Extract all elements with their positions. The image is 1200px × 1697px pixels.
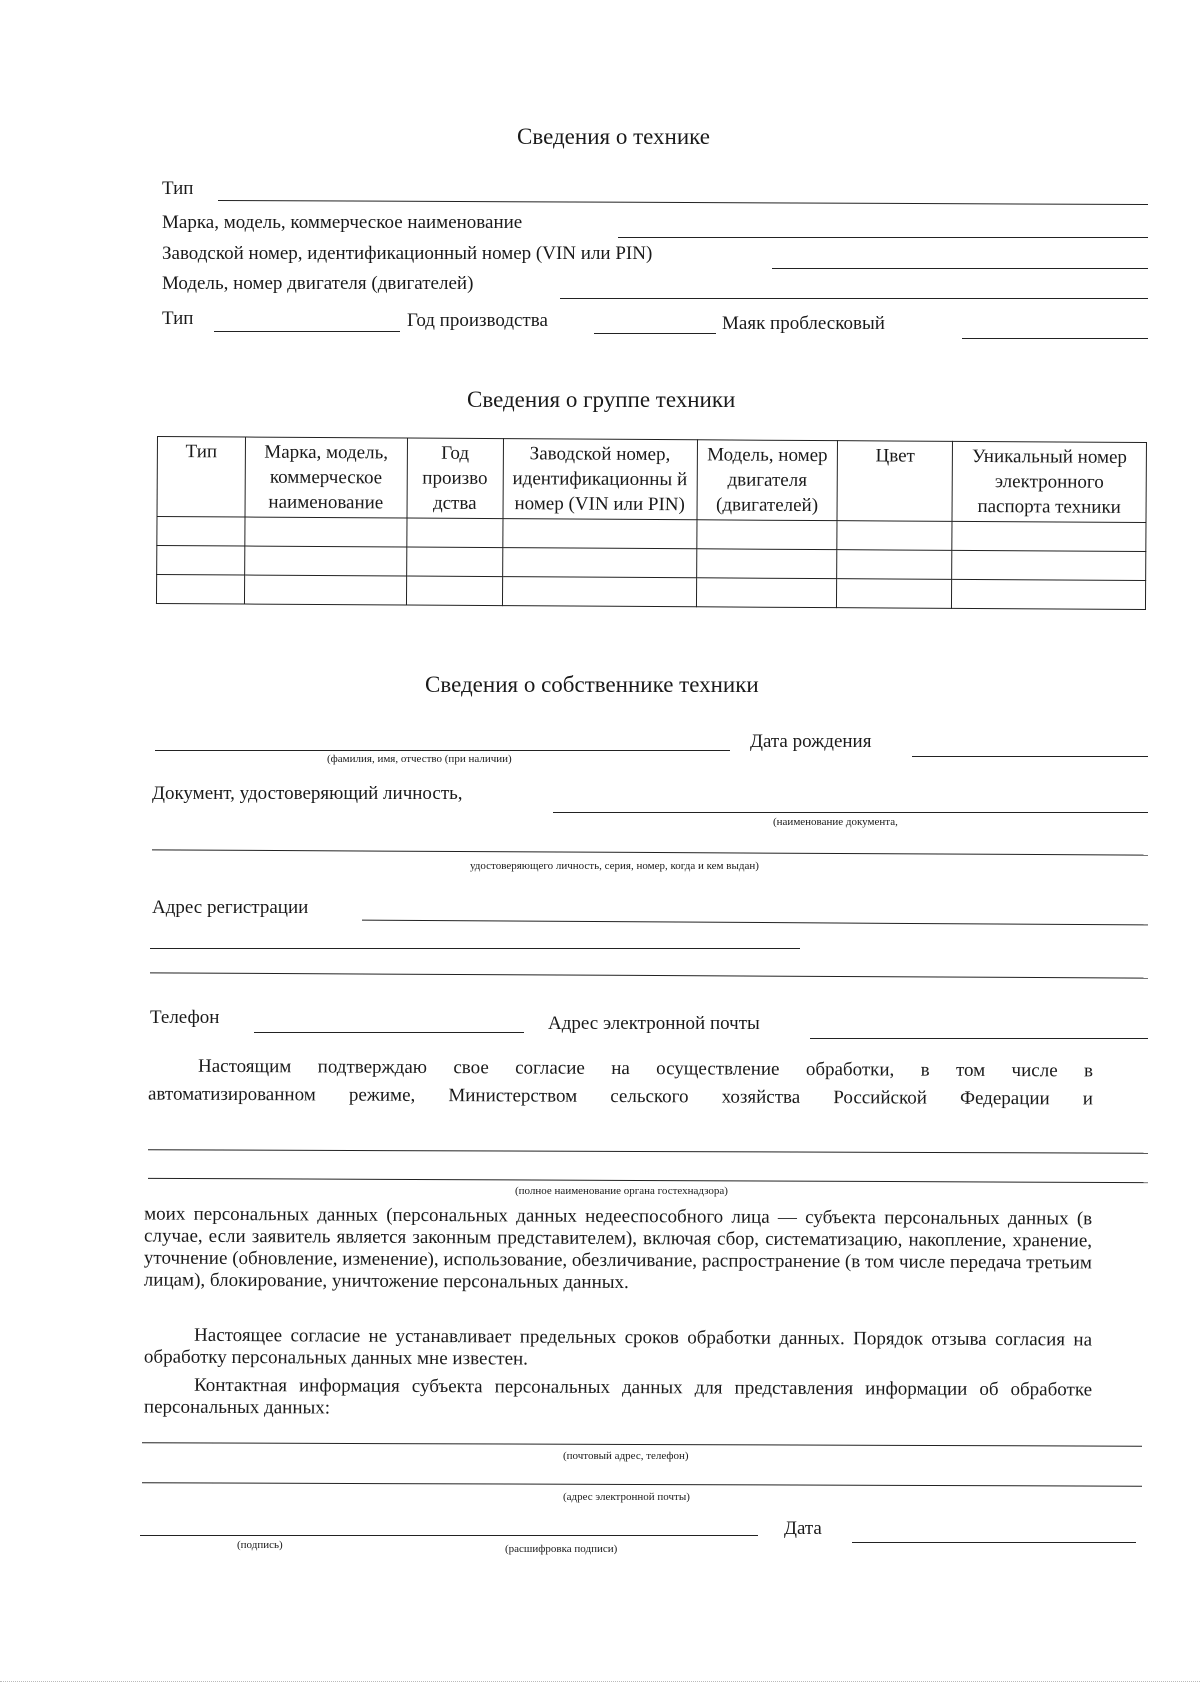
table-cell[interactable] <box>157 546 245 576</box>
table-cell[interactable] <box>502 519 696 549</box>
table-cell[interactable] <box>696 520 837 550</box>
table-cell[interactable] <box>952 550 1146 580</box>
table-cell[interactable] <box>952 579 1146 609</box>
doc-label: Документ, удостоверяющий личность, <box>152 783 463 804</box>
section-title-owner: Сведения о собственнике техники <box>425 672 759 697</box>
authority-caption: (полное наименование органа гостехнадзора) <box>515 1185 728 1197</box>
scan-edge-divider <box>0 1681 1200 1682</box>
birth-field[interactable] <box>912 756 1148 757</box>
group-table <box>156 436 1147 610</box>
signature-caption: (подпись) <box>237 1539 283 1551</box>
fio-field[interactable] <box>155 750 730 751</box>
phone-field[interactable] <box>254 1032 524 1033</box>
birth-label: Дата рождения <box>750 731 872 752</box>
authority-field[interactable] <box>148 1149 1148 1153</box>
email-contact-caption: (адрес электронной почты) <box>563 1491 690 1503</box>
col-engine: Модель, номер двигателя (двигателей) <box>697 440 838 521</box>
doc-field-line2[interactable] <box>152 849 1148 855</box>
consent-body: моих персональных данных (персональных данных недееспособного лица — субъекта персональных данных (в случае, если заявитель является законным представителем), включая сбор, систематизацию, накопление, хранение, уточнение (обновление, изменение), использование, обезличивание, распространение (в том числе передача третьим лицам), блокирование, уничтожение персональных данных. <box>143 1203 1093 1294</box>
col-serial: Заводской номер, идентификационны й номер (VIN или PIN) <box>503 439 697 520</box>
serial-field[interactable] <box>772 268 1148 269</box>
doc-field[interactable] <box>553 812 1148 813</box>
address-field-line2[interactable] <box>150 948 800 949</box>
year-label: Год производства <box>407 310 548 331</box>
type-label: Тип <box>162 178 194 199</box>
consent-intro-line1 <box>148 1056 1093 1083</box>
section-title-equipment: Сведения о технике <box>517 124 710 149</box>
table-cell[interactable] <box>837 521 952 551</box>
consent-contact-text: Контактная информация субъекта персональных данных для представления информации об обработке персональных данных: <box>143 1374 1093 1419</box>
table-cell[interactable] <box>244 546 406 576</box>
col-color: Цвет <box>837 441 952 522</box>
address-label: Адрес регистрации <box>152 897 309 918</box>
consent-contact <box>144 1375 1092 1424</box>
col-type: Тип <box>157 437 245 518</box>
consent-term-text: Настоящее согласие не устанавливает предельных сроков обработки данных. Порядок отзыва согласия на обработку персональных данных мне известен. <box>143 1324 1093 1370</box>
table-cell[interactable] <box>406 547 502 577</box>
address-field[interactable] <box>362 920 1148 926</box>
date-label: Дата <box>784 1518 822 1539</box>
type2-label: Тип <box>162 308 194 329</box>
postal-field[interactable] <box>142 1442 1142 1446</box>
decoding-caption: (расшифровка подписи) <box>505 1543 618 1555</box>
make-label: Марка, модель, коммерческое наименование <box>162 212 523 233</box>
engine-label: Модель, номер двигателя (двигателей) <box>162 273 474 294</box>
date-field[interactable] <box>852 1542 1136 1543</box>
table-row <box>156 575 1145 610</box>
postal-caption: (почтовый адрес, телефон) <box>563 1450 689 1462</box>
doc-caption2: удостоверяющего личность, серия, номер, когда и кем выдан) <box>470 860 759 872</box>
table-cell[interactable] <box>406 576 502 606</box>
address-field-line3[interactable] <box>150 972 1148 978</box>
consent-intro-line1-text: Настоящим подтверждаю свое согласие на осуществление обработки, в том числе в <box>197 1055 1094 1082</box>
serial-label: Заводской номер, идентификационный номер (VIN или PIN) <box>162 243 653 264</box>
col-passport: Уникальный номер электронного паспорта техники <box>952 441 1146 522</box>
section-title-group: Сведения о группе техники <box>467 387 736 412</box>
fio-caption: (фамилия, имя, отчество (при наличии) <box>327 753 512 765</box>
beacon-field[interactable] <box>962 338 1148 339</box>
table-header-row <box>157 437 1146 523</box>
table-cell[interactable] <box>156 575 244 605</box>
table-cell[interactable] <box>952 521 1146 551</box>
email-label: Адрес электронной почты <box>548 1013 760 1034</box>
type-field[interactable] <box>218 200 1148 205</box>
email-field[interactable] <box>810 1038 1148 1039</box>
table-cell[interactable] <box>502 548 696 578</box>
col-make: Марка, модель, коммерческое наименование <box>245 437 407 518</box>
col-year: Год произво дства <box>407 438 503 519</box>
email-contact-field[interactable] <box>142 1482 1142 1486</box>
phone-label: Телефон <box>150 1007 220 1028</box>
table-cell[interactable] <box>696 578 837 608</box>
type2-field[interactable] <box>214 331 400 332</box>
table-cell[interactable] <box>244 575 406 605</box>
table-cell[interactable] <box>407 518 503 548</box>
authority-field-line2[interactable] <box>148 1178 1148 1183</box>
table-cell[interactable] <box>837 579 952 609</box>
table-cell[interactable] <box>245 517 407 547</box>
make-field[interactable] <box>618 237 1148 238</box>
consent-term <box>144 1325 1092 1374</box>
engine-field[interactable] <box>560 298 1148 299</box>
signature-field[interactable] <box>140 1535 758 1536</box>
consent-intro-line2: автоматизированном режиме, Министерством сельского хозяйства Российской Федерации и <box>147 1083 1094 1110</box>
year-field[interactable] <box>594 333 716 334</box>
table-cell[interactable] <box>157 517 245 547</box>
table-cell[interactable] <box>502 577 696 607</box>
table-cell[interactable] <box>837 550 952 580</box>
beacon-label: Маяк проблесковый <box>722 313 885 334</box>
doc-caption1: (наименование документа, <box>773 816 898 828</box>
table-cell[interactable] <box>696 549 837 579</box>
